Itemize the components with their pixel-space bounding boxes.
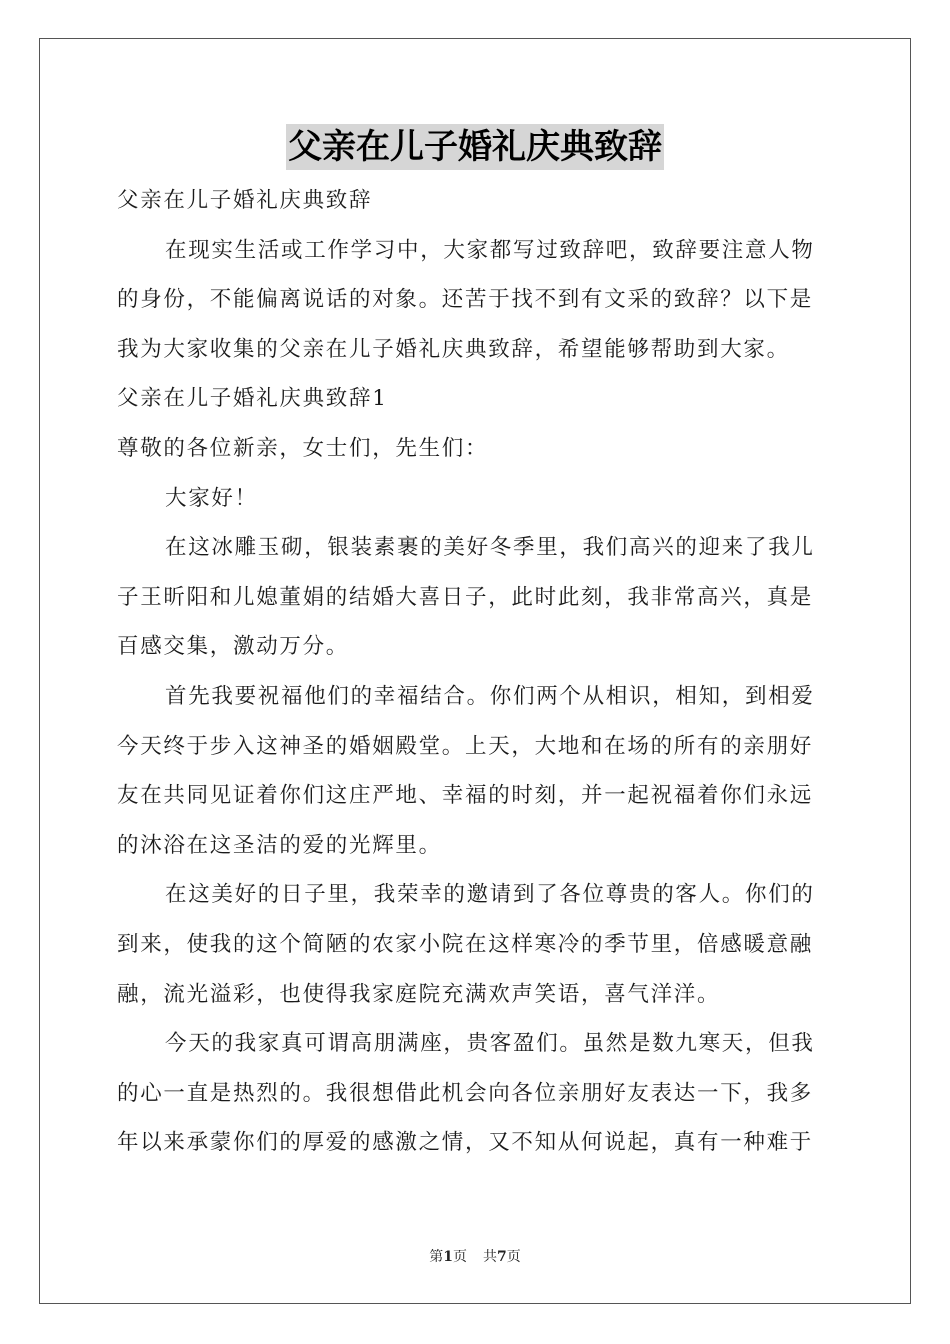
text-line: 在这冰雕玉砌，银装素裹的美好冬季里，我们高兴的迎来了我儿 [165,535,815,561]
document-body [117,176,833,1168]
page-footer [0,1246,950,1266]
text-line: 首先我要祝福他们的幸福结合。你们两个从相识，相知，到相爱 [165,683,815,709]
text-line: 今天的我家真可谓高朋满座，贵客盈们。虽然是数九寒天，但我 [165,1031,815,1057]
text-line: 父亲在儿子婚礼庆典致辞 [117,188,373,213]
text-line: 在这美好的日子里，我荣幸的邀请到了各位尊贵的客人。你们的 [165,882,815,908]
page-label-prefix: 第 [429,1249,444,1265]
page-number: 1 [443,1249,453,1265]
text-line: 百感交集，激动万分。 [117,634,350,660]
title-container [0,124,950,170]
text-line: 今天终于步入这神圣的婚姻殿堂。上天，大地和在场的所有的亲朋好 [117,733,814,759]
text-line: 子王昕阳和儿媳董娟的结婚大喜日子，此时此刻，我非常高兴，真是 [117,584,814,610]
text-line: 年以来承蒙你们的厚爱的感激之情，又不知从何说起，真有一种难于 [117,1130,814,1156]
text-line: 尊敬的各位新亲，女士们，先生们： [117,435,489,461]
text-line: 友在共同见证着你们这庄严地、幸福的时刻，并一起祝福着你们永远 [117,783,814,809]
text-line: 我为大家收集的父亲在儿子婚礼庆典致辞，希望能够帮助到大家。 [117,336,790,362]
text-line: 的身份，不能偏离说话的对象。还苦于找不到有文采的致辞？以下是 [117,287,814,313]
text-line: 在现实生活或工作学习中，大家都写过致辞吧，致辞要注意人物 [165,237,815,263]
text-line: 的心一直是热烈的。我很想借此机会向各位亲朋好友表达一下，我多 [117,1080,814,1106]
text-line: 到来，使我的这个简陋的农家小院在这样寒冷的季节里，倍感暖意融 [117,931,814,957]
document-title: 父亲在儿子婚礼庆典致辞 [286,124,664,170]
total-label-suffix: 页 [506,1249,521,1265]
text-line: 融，流光溢彩，也使得我家庭院充满欢声笑语，喜气洋洋。 [117,981,721,1007]
page-label-suffix: 页 [453,1249,467,1265]
text-line: 大家好！ [165,485,258,511]
text-line: 父亲在儿子婚礼庆典致辞1 [117,386,388,412]
total-pages: 7 [497,1249,507,1265]
text-line: 的沐浴在这圣洁的爱的光辉里。 [117,832,442,858]
total-label-prefix: 共 [483,1249,497,1265]
